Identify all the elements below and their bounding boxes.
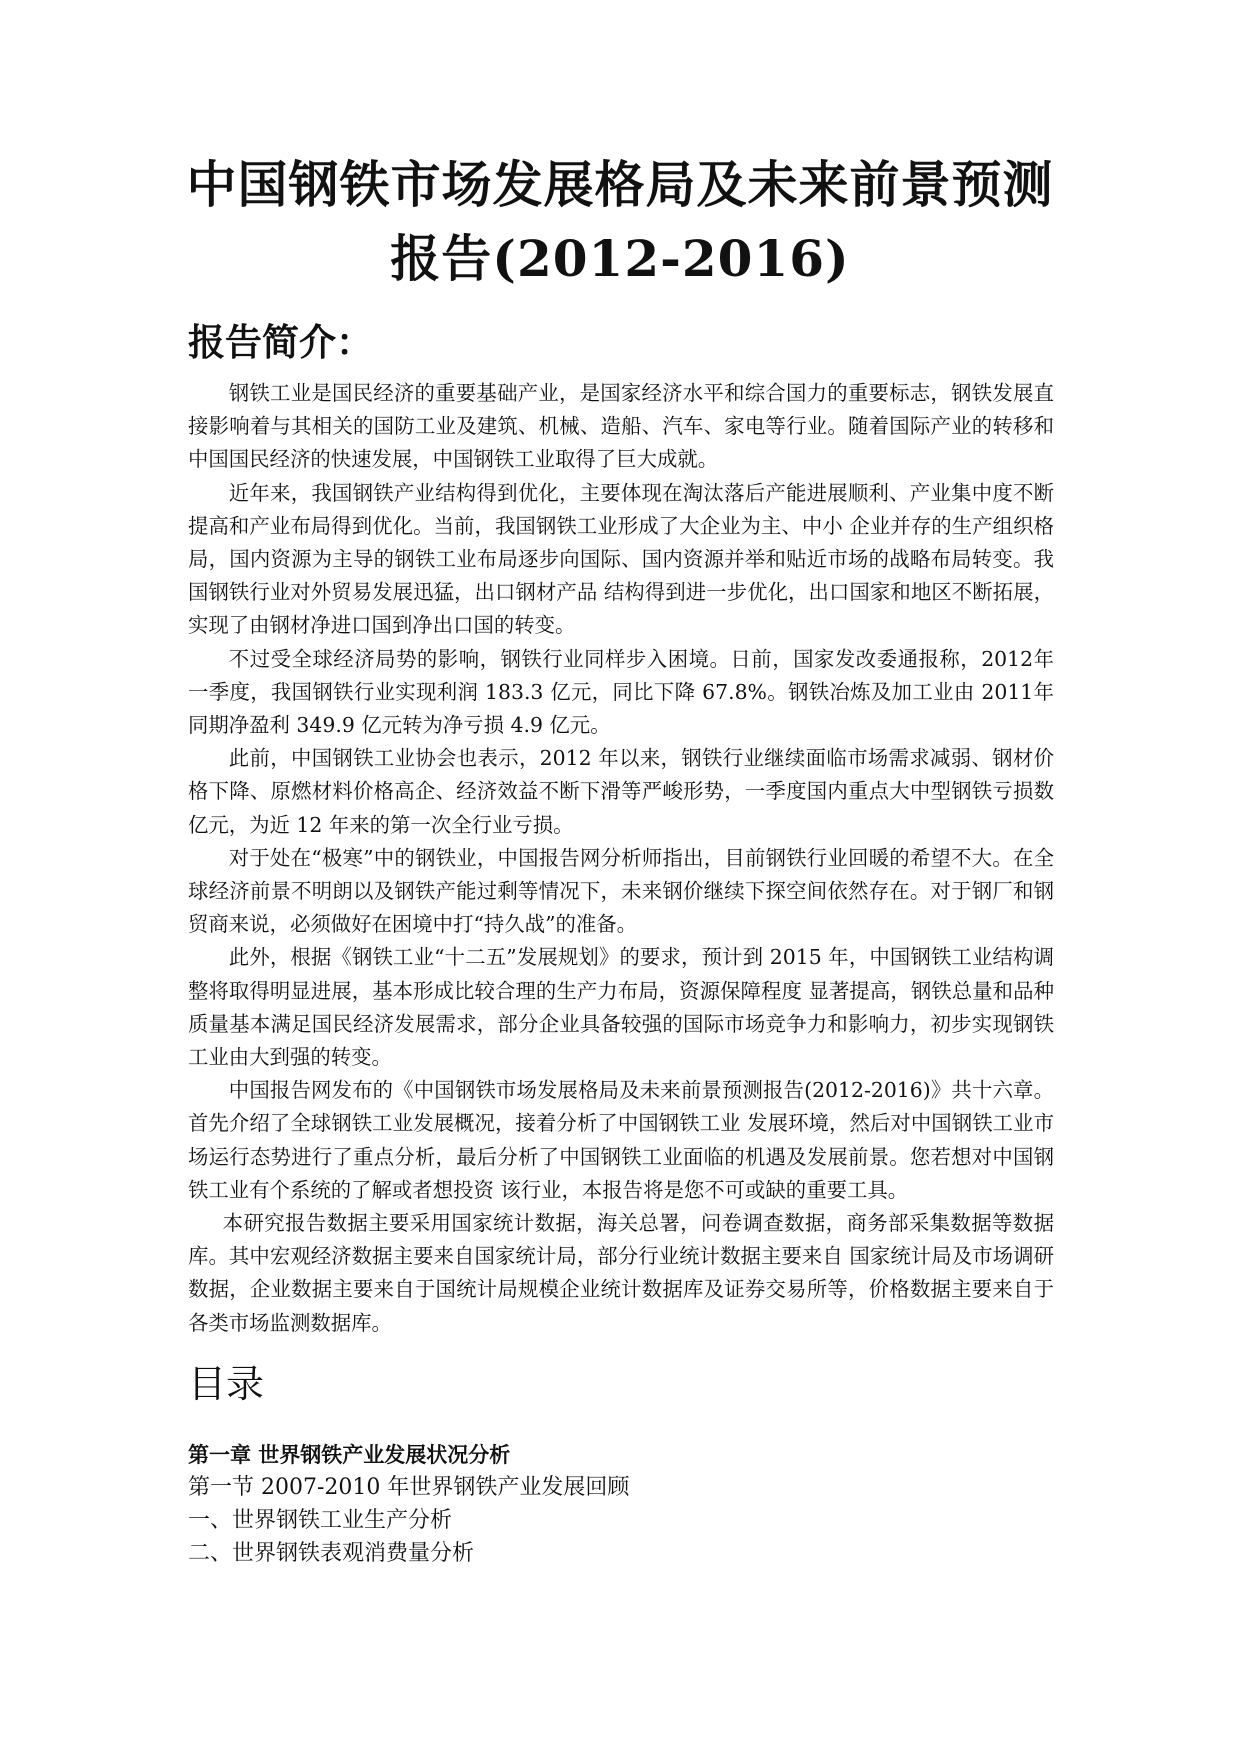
toc-heading: 目录 — [188, 1362, 265, 1406]
intro-paragraph-7: 中国报告网发布的《中国钢铁市场发展格局及未来前景预测报告(2012-2016)》共十六章。首先介绍了全球钢铁工业发展概况，接着分析了中国钢铁工业 发展环境，然后对中国钢铁工业市场运行态势进行了重点分析，最后分析了中国钢铁工业面临的机遇及发展前景。您若想对中国钢铁工业有个系统的了解或者想投资 该行业，本报告将是您不可或缺的重要工具。 — [188, 1078, 1054, 1202]
toc-item-2: 二、世界钢铁表观消费量分析 — [188, 1541, 475, 1566]
intro-paragraph-5: 对于处在“极寒”中的钢铁业，中国报告网分析师指出，目前钢铁行业回暖的希望不大。在全球经济前景不明朗以及钢铁产能过剩等情况下，未来钢价继续下探空间依然存在。对于钢厂和钢贸商来说，必须做好在困境中打“持久战”的准备。 — [188, 845, 1054, 937]
toc-chapter-1: 第一章 世界钢铁产业发展状况分析 — [188, 1442, 511, 1467]
intro-paragraph-6: 此外，根据《钢铁工业“十二五”发展规划》的要求，预计到 2015 年，中国钢铁工业结构调整将取得明显进展，基本形成比较合理的生产力布局，资源保障程度 显著提高，钢铁总量和品种质量基本满足国民经济发展需求，部分企业具备较强的国际市场竞争力和影响力，初步实现钢铁工业由大到强的转变。 — [188, 945, 1054, 1070]
intro-paragraph-2: 近年来，我国钢铁产业结构得到优化，主要体现在淘汰落后产能进展顺利、产业集中度不断提高和产业布局得到优化。当前，我国钢铁工业形成了大企业为主、中小 企业并存的生产组织格局，国内资源为主导的钢铁工业布局逐步向国际、国内资源并举和贴近市场的战略布局转变。我国钢铁行业对外贸易发展迅猛，出口钢材产品 结构得到进一步优化，出口国家和地区不断拓展，实现了由钢材净进口国到净出口国的转变。 — [188, 480, 1054, 638]
table-of-contents — [188, 1438, 1054, 1570]
report-title-line-2: 报告(2012-2016) — [390, 229, 850, 288]
toc-section-1: 第一节 2007-2010 年世界钢铁产业发展回顾 — [188, 1475, 630, 1500]
report-title — [120, 148, 1120, 296]
intro-paragraph-3: 不过受全球经济局势的影响，钢铁行业同样步入困境。日前，国家发改委通报称，2012年一季度，我国钢铁行业实现利润 183.3 亿元，同比下降 67.8%。钢铁冶炼及加工业由 2011年同期净盈利 349.9 亿元转为净亏损 4.9 亿元。 — [188, 646, 1054, 738]
intro-paragraph-8: 本研究报告数据主要采用国家统计数据，海关总署，问卷调查数据，商务部采集数据等数据库。其中宏观经济数据主要来自国家统计局，部分行业统计数据主要来自 国家统计局及市场调研数据，企业数据主要来自于国统计局规模企业统计数据库及证券交易所等，价格数据主要来自于各类市场监测数据库。 — [188, 1211, 1054, 1335]
report-title-line-1: 中国钢铁市场发展格局及未来前景预测 — [186, 155, 1054, 214]
toc-item-1: 一、世界钢铁工业生产分析 — [188, 1508, 453, 1533]
intro-paragraph-1: 钢铁工业是国民经济的重要基础产业，是国家经济水平和综合国力的重要标志，钢铁发展直接影响着与其相关的国防工业及建筑、机械、造船、汽车、家电等行业。随着国际产业的转移和中国国民经济的快速发展，中国钢铁工业取得了巨大成就。 — [188, 381, 1054, 472]
intro-heading: 报告简介： — [188, 320, 373, 364]
intro-body — [188, 377, 1054, 1340]
intro-paragraph-4: 此前，中国钢铁工业协会也表示，2012 年以来，钢铁行业继续面临市场需求减弱、钢材价格下降、原燃材料价格高企、经济效益不断下滑等严峻形势，一季度国内重点大中型钢铁亏损数亿元，为近 12 年来的第一次全行业亏损。 — [188, 746, 1054, 837]
